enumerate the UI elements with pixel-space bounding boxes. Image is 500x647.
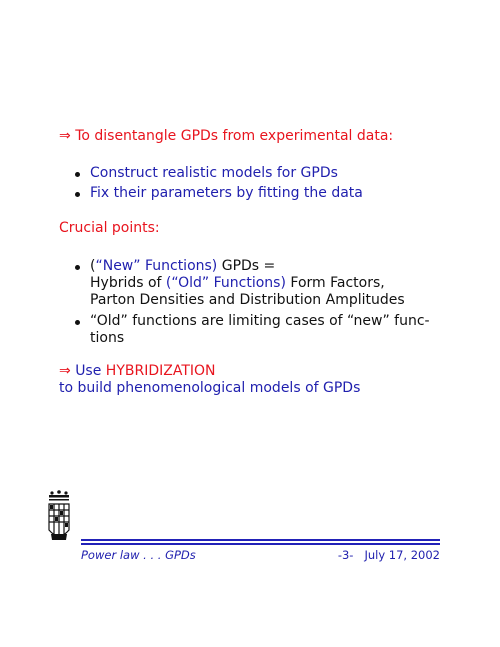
hybridization-text: HYBRIDIZATION (105, 363, 216, 379)
point2-line1: “Old” functions are limiting cases of “new” func- (90, 313, 430, 329)
hybrids-of-text: Hybrids of (90, 275, 166, 291)
old-functions-label: (“Old” Functions) (165, 275, 286, 291)
footer-title: Power law . . . GPDs (81, 548, 196, 562)
point1-line3: Parton Densities and Distribution Amplitudes (90, 292, 405, 308)
university-crest-logo (46, 490, 72, 548)
intro-text: To disentangle GPDs from experimental data: (75, 128, 394, 144)
paren-open: ( (90, 258, 96, 274)
footer-rule-top (81, 539, 440, 541)
crucial-points-heading: Crucial points: (59, 220, 160, 236)
bullet-text: Construct realistic models for GPDs (90, 165, 338, 181)
conclusion-line1 (59, 363, 216, 380)
point2-line2: tions (90, 330, 125, 346)
point1-line2 (90, 275, 385, 292)
footer-date: July 17, 2002 (364, 548, 440, 562)
implies-arrow: ⇒ (59, 128, 71, 144)
new-functions-label: “New” Functions) (95, 258, 218, 274)
footer-page-date (338, 548, 440, 562)
point1-line1 (90, 258, 275, 275)
form-factors-text: Form Factors, (285, 275, 385, 291)
footer-rule-bottom (81, 543, 440, 545)
page-number: -3- (337, 548, 354, 562)
intro-line (59, 128, 393, 145)
implies-arrow: ⇒ (59, 363, 71, 379)
use-text: Use (75, 363, 106, 379)
bullet-text: Fix their parameters by fitting the data (90, 185, 363, 201)
conclusion-line2: to build phenomenological models of GPDs (59, 380, 361, 396)
gpds-equals: GPDs = (217, 258, 276, 274)
